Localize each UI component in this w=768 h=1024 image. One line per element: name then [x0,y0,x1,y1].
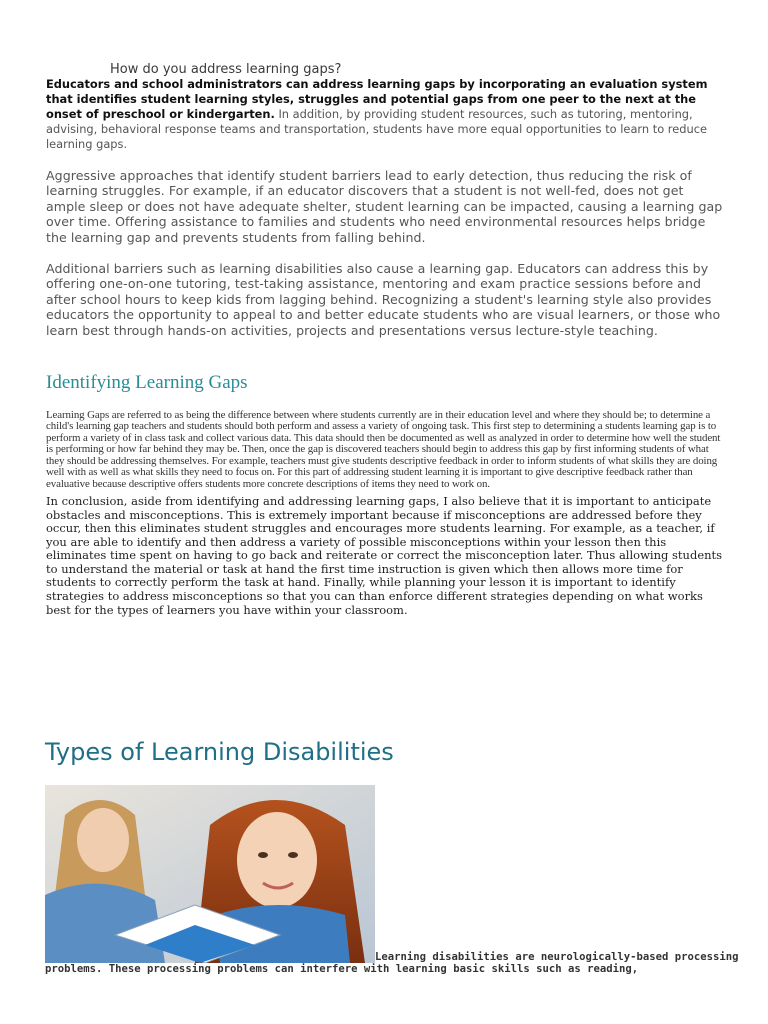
section-heading: Identifying Learning Gaps [46,372,248,394]
caption-text: Learning disabilities are neurologically-based processing problems. These processing problems can interfere with learning basic skills such as reading, [45,951,739,975]
learning-gaps-paragraph: Learning Gaps are referred to as being the difference between where students currently are in their education level and where they should be; to determine a child's learning gap teachers and students should both perform and assess a variety of ongoing task. This first step to determining a students learning gap is to perform a variety of in class task and collect various data. This data should then be documented as well as analyzed in order to determine how well the student is performing or how far behind they may be. Then, once the gap is discovered teachers should begin to address this gap by first informing students of what they should be addressing themselves. For example, teachers must give students descriptive feedback in order to inform students of what skills they are doing well with as well as what skills they need to focus on. For this part of addressing student learning it is important to give descriptive feedback rather than evaluative because descriptive offers students more concrete descriptions of items they need to work on. [46,409,721,490]
image-caption [45,952,745,975]
students-reading-photo [45,785,375,963]
question-heading: How do you address learning gaps? [110,62,342,77]
conclusion-paragraph: In conclusion, aside from identifying and addressing learning gaps, I also believe that it is important to anticipate obstacles and misconceptions. This is extremely important because if misconceptions are addressed before they occur, then this eliminates student struggles and encourages more students learning. For example, as a teacher, if you are able to identify and then address a variety of possible misconceptions within your lesson then this eliminates time spent on having to go back and reiterate or correct the misconception later. Thus allowing students to understand the material or task at hand the first time instruction is given which then allows more time for students to correctly perform the task at hand. Finally, while planning your lesson it is important to identify strategies to address misconceptions so that you can than enforce different strategies depending on what works best for the types of learners you have within your classroom. [46,493,723,617]
learning-disabilities-heading: Types of Learning Disabilities [45,738,394,766]
barriers-paragraph: Aggressive approaches that identify student barriers lead to early detection, thus reducing the risk of learning struggles. For example, if an educator discovers that a student is not well-fed, does not get ample sleep or does not have adequate shelter, student learning can be impacted, causing a learning gap over time. Offering assistance to families and students who need environmental resources helps bridge the learning gap and prevents students from falling behind. [46,168,723,245]
article-body [46,62,724,617]
intro-normal-text: In addition, by providing student resources, such as tutoring, mentoring, advising, behavioral response teams and transportation, students have more equal opportunities to learn to reduce learning gaps. [46,107,707,151]
students-reading-illustration [45,785,375,963]
intro-paragraph [46,77,724,152]
additional-barriers-paragraph: Additional barriers such as learning disabilities also cause a learning gap. Educators can address this by offering one-on-one tutoring, test-taking assistance, mentoring and exam practice sessions before and after school hours to keep kids from lagging behind. Recognizing a student's learning style also provides educators the opportunity to appeal to and better educate students who are visual learners, or those who learn best through hands-on activities, projects and presentations versus lecture-style teaching. [46,261,721,338]
intro-bold-text: Educators and school administrators can address learning gaps by incorporating an evaluation system that identifies student learning styles, struggles and potential gaps from one peer to the next at the onset of preschool or kindergarten. [46,77,708,121]
